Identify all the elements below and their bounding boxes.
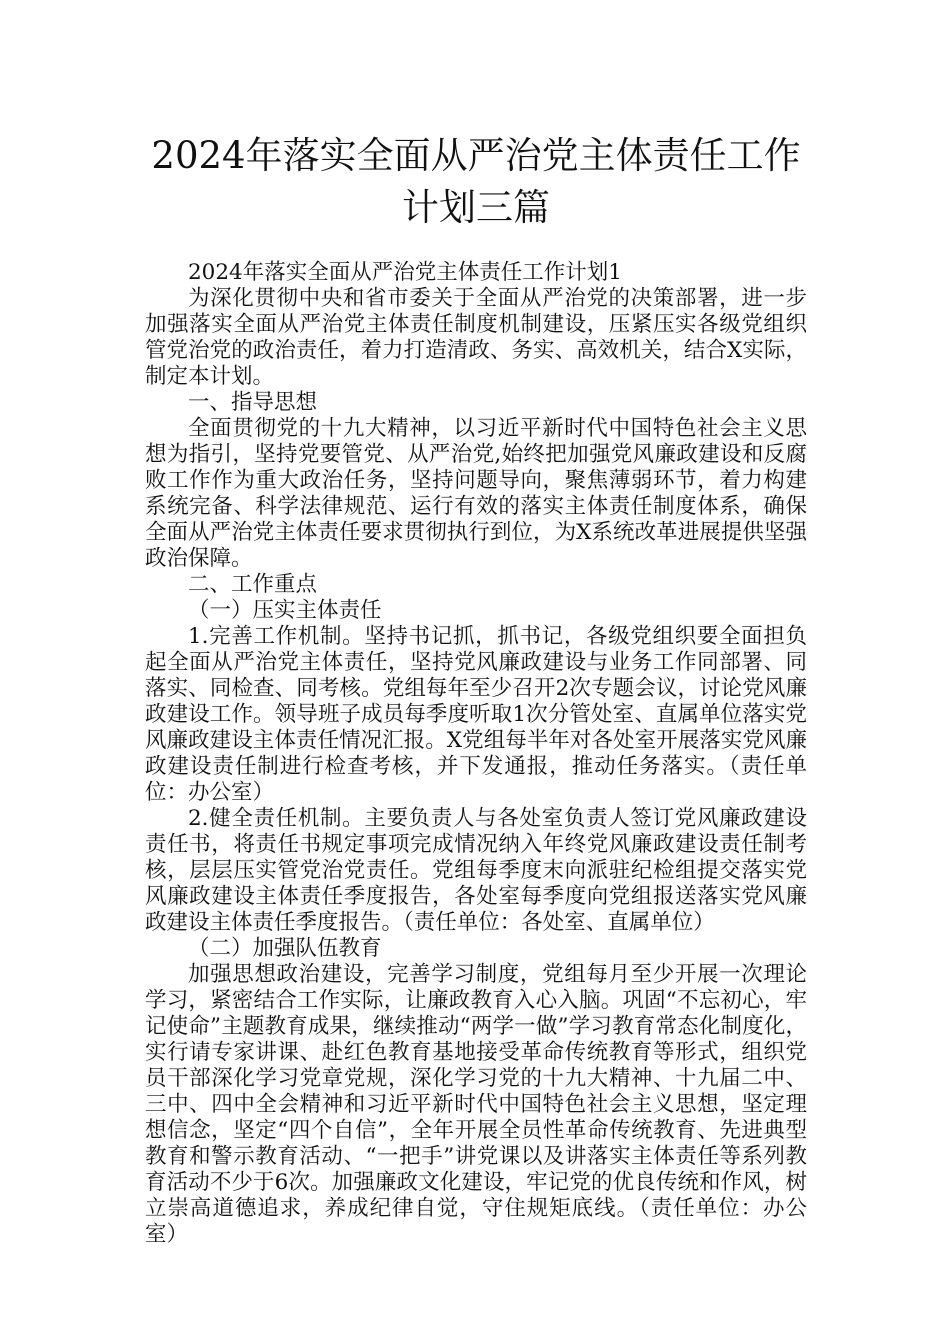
- subsection-heading-responsibility: （一）压实主体责任: [188, 598, 382, 623]
- plan-subtitle: 2024年落实全面从严治党主体责任工作计划1: [188, 260, 622, 285]
- item-responsibility-mechanism: 2.健全责任机制。主要负责人与各处室负责人签订党风廉政建设责任书，将责任书规定事项完成情况纳入年终党风廉政建设责任制考核，层层压实管党治党责任。党组每季度末向派驻纪检组提交落实党风廉政建设主体责任季度报告，各处室每季度向党组报送落实党风廉政建设主体责任季度报告。（责任单位：各处室、直属单位）: [145, 806, 807, 935]
- guiding-ideology-paragraph: 全面贯彻党的十九大精神，以习近平新时代中国特色社会主义思想为指引，坚持党要管党、从严治党,始终把加强党风廉政建设和反腐败工作作为重大政治任务，坚持问题导向，聚焦薄弱环节，着力构建系统完备、科学法律规范、运行有效的落实主体责任制度体系，确保全面从严治党主体责任要求贯彻执行到位，为X系统改革进展提供坚强政治保障。: [145, 416, 807, 571]
- item-work-mechanism: 1.完善工作机制。坚持书记抓，抓书记，各级党组织要全面担负起全面从严治党主体责任，坚持党风廉政建设与业务工作同部署、同落实、同检查、同考核。党组每年至少召开2次专题会议，讨论党风廉政建设工作。领导班子成员每季度听取1次分管处室、直属单位落实党风廉政建设主体责任情况汇报。X党组每半年对各处室开展落实党风廉政建设责任制进行检查考核，并下发通报，推动任务落实。（责任单位：办公室）: [145, 624, 807, 805]
- intro-paragraph: 为深化贯彻中央和省市委关于全面从严治党的决策部署，进一步加强落实全面从严治党主体责任制度机制建设，压紧压实各级党组织管党治党的政治责任，着力打造清政、务实、高效机关，结合X实际，制定本计划。: [145, 286, 807, 389]
- subsection-heading-team-education: （二）加强队伍教育: [188, 936, 382, 961]
- document-page: [145, 130, 807, 1248]
- section-heading-guiding-ideology: 一、指导思想: [188, 390, 318, 415]
- section-heading-work-focus: 二、工作重点: [188, 572, 318, 597]
- team-education-paragraph: 加强思想政治建设，完善学习制度，党组每月至少开展一次理论学习，紧密结合工作实际，让廉政教育入心入脑。巩固“不忘初心，牢记使命”主题教育成果，继续推动“两学一做”学习教育常态化制度化，实行请专家讲课、赴红色教育基地接受革命传统教育等形式，组织党员干部深化学习党章党规，深化学习党的十九大精神、十九届二中、三中、四中全会精神和习近平新时代中国特色社会主义思想，坚定理想信念，坚定“四个自信”，全年开展全员性革命传统教育、先进典型教育和警示教育活动、“一把手”讲党课以及讲落实主体责任等系列教育活动不少于6次。加强廉政文化建设，牢记党的优良传统和作风，树立崇高道德追求，养成纪律自觉，守住规矩底线。（责任单位：办公室）: [145, 962, 807, 1247]
- document-title: 2024年落实全面从严治党主体责任工作计划三篇: [151, 134, 801, 229]
